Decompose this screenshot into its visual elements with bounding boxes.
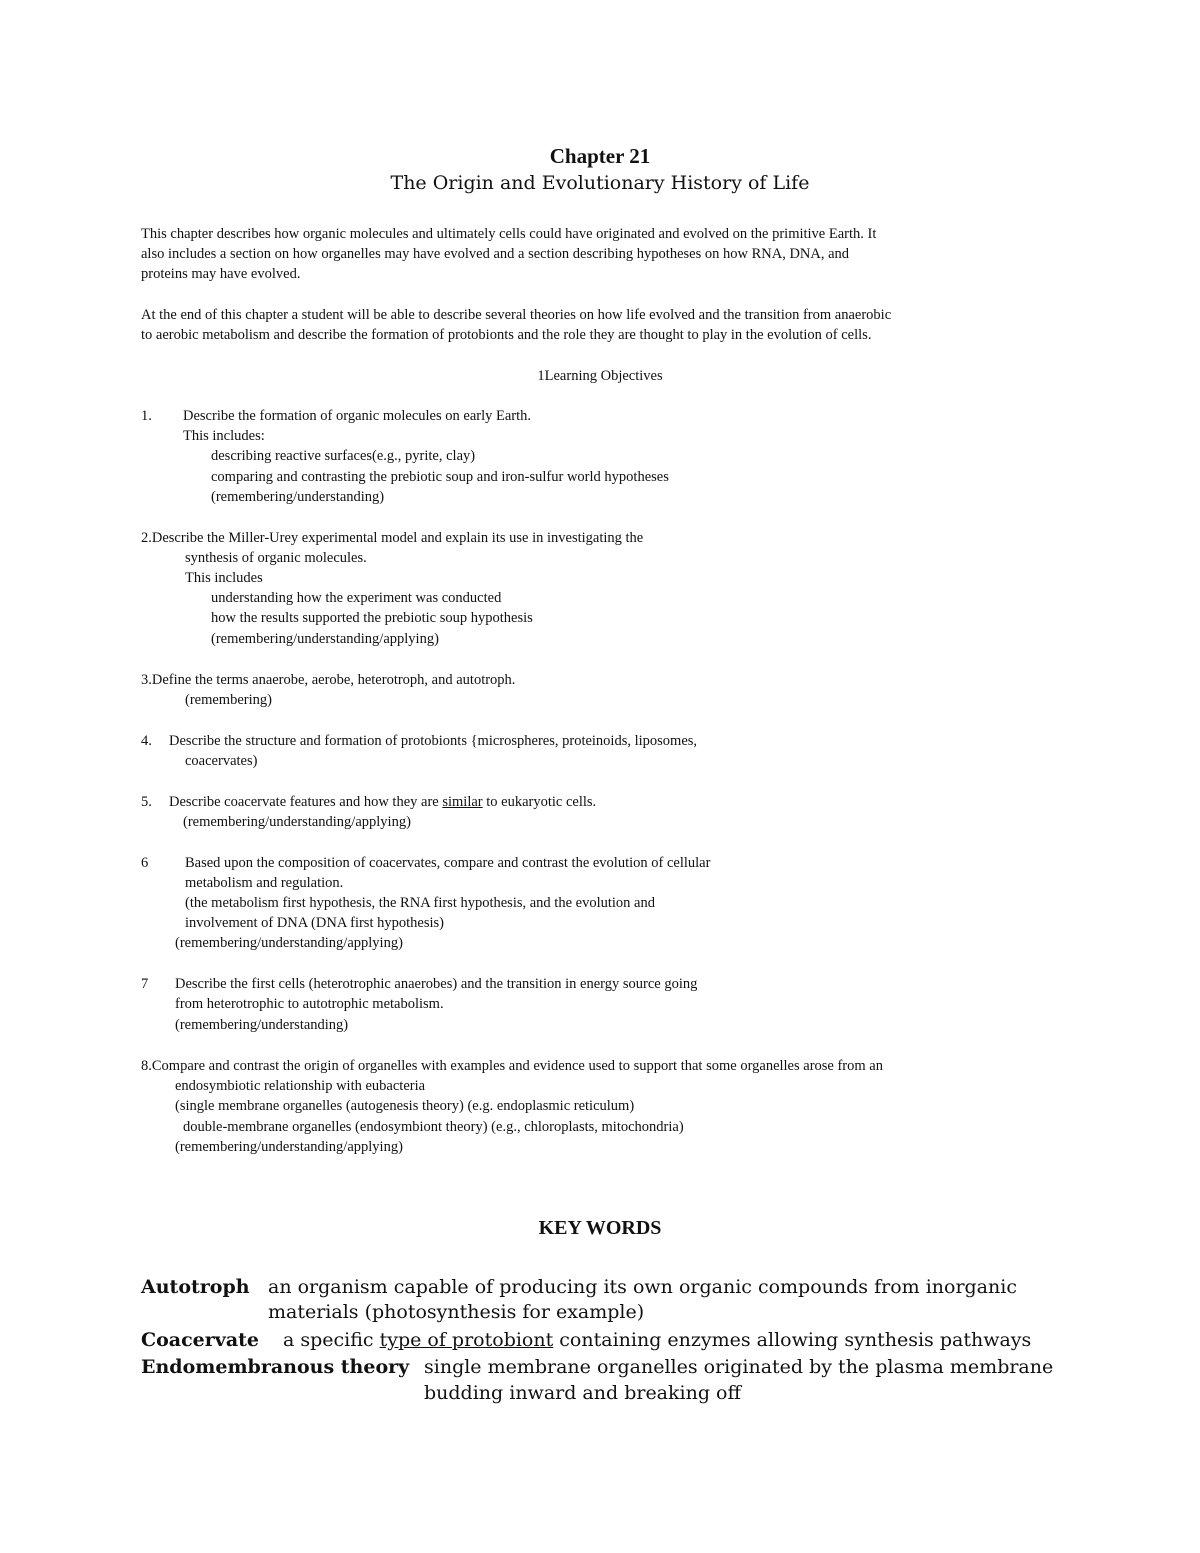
chapter-title: Chapter 21: [549, 144, 651, 168]
objective-line: [169, 792, 596, 812]
key-words-heading: KEY WORDS: [538, 1217, 662, 1239]
objective-line: (remembering/understanding/applying): [183, 814, 411, 830]
keyword-definition: budding inward and breaking off: [424, 1382, 741, 1404]
keyword-definition: an organism capable of producing its own organic compounds from inorganic: [268, 1276, 1017, 1298]
objective-number: 4.: [141, 733, 152, 749]
objective-line: endosymbiotic relationship with eubacteria: [175, 1078, 426, 1094]
objective-line: (remembering/understanding/applying): [175, 1139, 403, 1155]
objective-line: Based upon the composition of coacervates, compare and contrast the evolution of cellular: [185, 855, 711, 871]
intro-paragraph-line: also includes a section on how organelles may have evolved and a section describing hypotheses on how RNA, DNA, and: [141, 246, 850, 262]
keyword-term: Endomembranous theory: [141, 1356, 410, 1378]
keyword-definition: [283, 1329, 1031, 1351]
objective-line: coacervates): [185, 753, 258, 769]
definition-text: containing enzymes allowing synthesis pathways: [553, 1329, 1032, 1351]
objective-line: comparing and contrasting the prebiotic soup and iron-sulfur world hypotheses: [211, 469, 669, 485]
objective-line: metabolism and regulation.: [185, 875, 344, 891]
objective-line: how the results supported the prebiotic soup hypothesis: [211, 610, 533, 626]
objective-line: (remembering): [185, 692, 272, 708]
objective-line: Describe the structure and formation of protobionts {microspheres, proteinoids, liposomes,: [169, 733, 698, 749]
objective-line: This includes:: [183, 428, 265, 444]
objective-number: 6: [141, 855, 149, 871]
objective-line: understanding how the experiment was conducted: [211, 590, 502, 606]
objective-line: synthesis of organic molecules.: [185, 550, 367, 566]
objective-line: (remembering/understanding): [175, 1017, 349, 1033]
intro-paragraph-line: proteins may have evolved.: [141, 266, 301, 282]
objective-line: (remembering/understanding/applying): [211, 631, 439, 647]
keyword-term: Autotroph: [141, 1276, 250, 1298]
objective-line: This includes: [185, 570, 263, 586]
objective-line: (remembering/understanding): [211, 489, 385, 505]
chapter-subtitle: The Origin and Evolutionary History of Life: [390, 172, 810, 194]
objective-text: Describe coacervate features and how they are: [169, 794, 443, 810]
objective-line: double-membrane organelles (endosymbiont theory) (e.g., chloroplasts, mitochondria): [183, 1119, 684, 1135]
intro-paragraph-line: This chapter describes how organic molecules and ultimately cells could have originated and evolved on the primitive Earth. It: [141, 226, 877, 242]
underlined-phrase: type of protobiont: [379, 1329, 554, 1351]
objective-text: to eukaryotic cells.: [482, 794, 597, 810]
objective-line: Describe the first cells (heterotrophic anaerobes) and the transition in energy source going: [175, 976, 698, 992]
objective-number: 5.: [141, 794, 152, 810]
keyword-definition: single membrane organelles originated by the plasma membrane: [424, 1356, 1054, 1378]
outcome-paragraph-line: At the end of this chapter a student will be able to describe several theories on how life evolved and the transition from anaerobic: [141, 307, 892, 323]
objective-line: (the metabolism first hypothesis, the RNA first hypothesis, and the evolution and: [185, 895, 655, 911]
objective-line: involvement of DNA (DNA first hypothesis): [185, 915, 444, 931]
learning-objectives-heading: 1Learning Objectives: [537, 368, 663, 384]
keyword-term: Coacervate: [141, 1329, 259, 1351]
objective-line: (remembering/understanding/applying): [175, 935, 403, 951]
outcome-paragraph-line: to aerobic metabolism and describe the formation of protobionts and the role they are thought to play in the evolution of cells.: [141, 327, 872, 343]
objective-line: 8.Compare and contrast the origin of organelles with examples and evidence used to support that some organelles arose from an: [141, 1058, 883, 1074]
objective-number: 7: [141, 976, 149, 992]
underlined-word: similar: [442, 794, 483, 810]
objective-line: Describe the formation of organic molecules on early Earth.: [183, 408, 532, 424]
definition-text: a specific: [283, 1329, 380, 1351]
keyword-definition: materials (photosynthesis for example): [268, 1301, 645, 1323]
objective-line: 3.Define the terms anaerobe, aerobe, heterotroph, and autotroph.: [141, 672, 516, 688]
objective-line: 2.Describe the Miller-Urey experimental model and explain its use in investigating the: [141, 530, 644, 546]
objective-line: describing reactive surfaces(e.g., pyrite, clay): [211, 448, 476, 464]
objective-number: 1.: [141, 408, 152, 424]
objective-line: (single membrane organelles (autogenesis theory) (e.g. endoplasmic reticulum): [175, 1098, 635, 1114]
objective-line: from heterotrophic to autotrophic metabolism.: [175, 996, 444, 1012]
